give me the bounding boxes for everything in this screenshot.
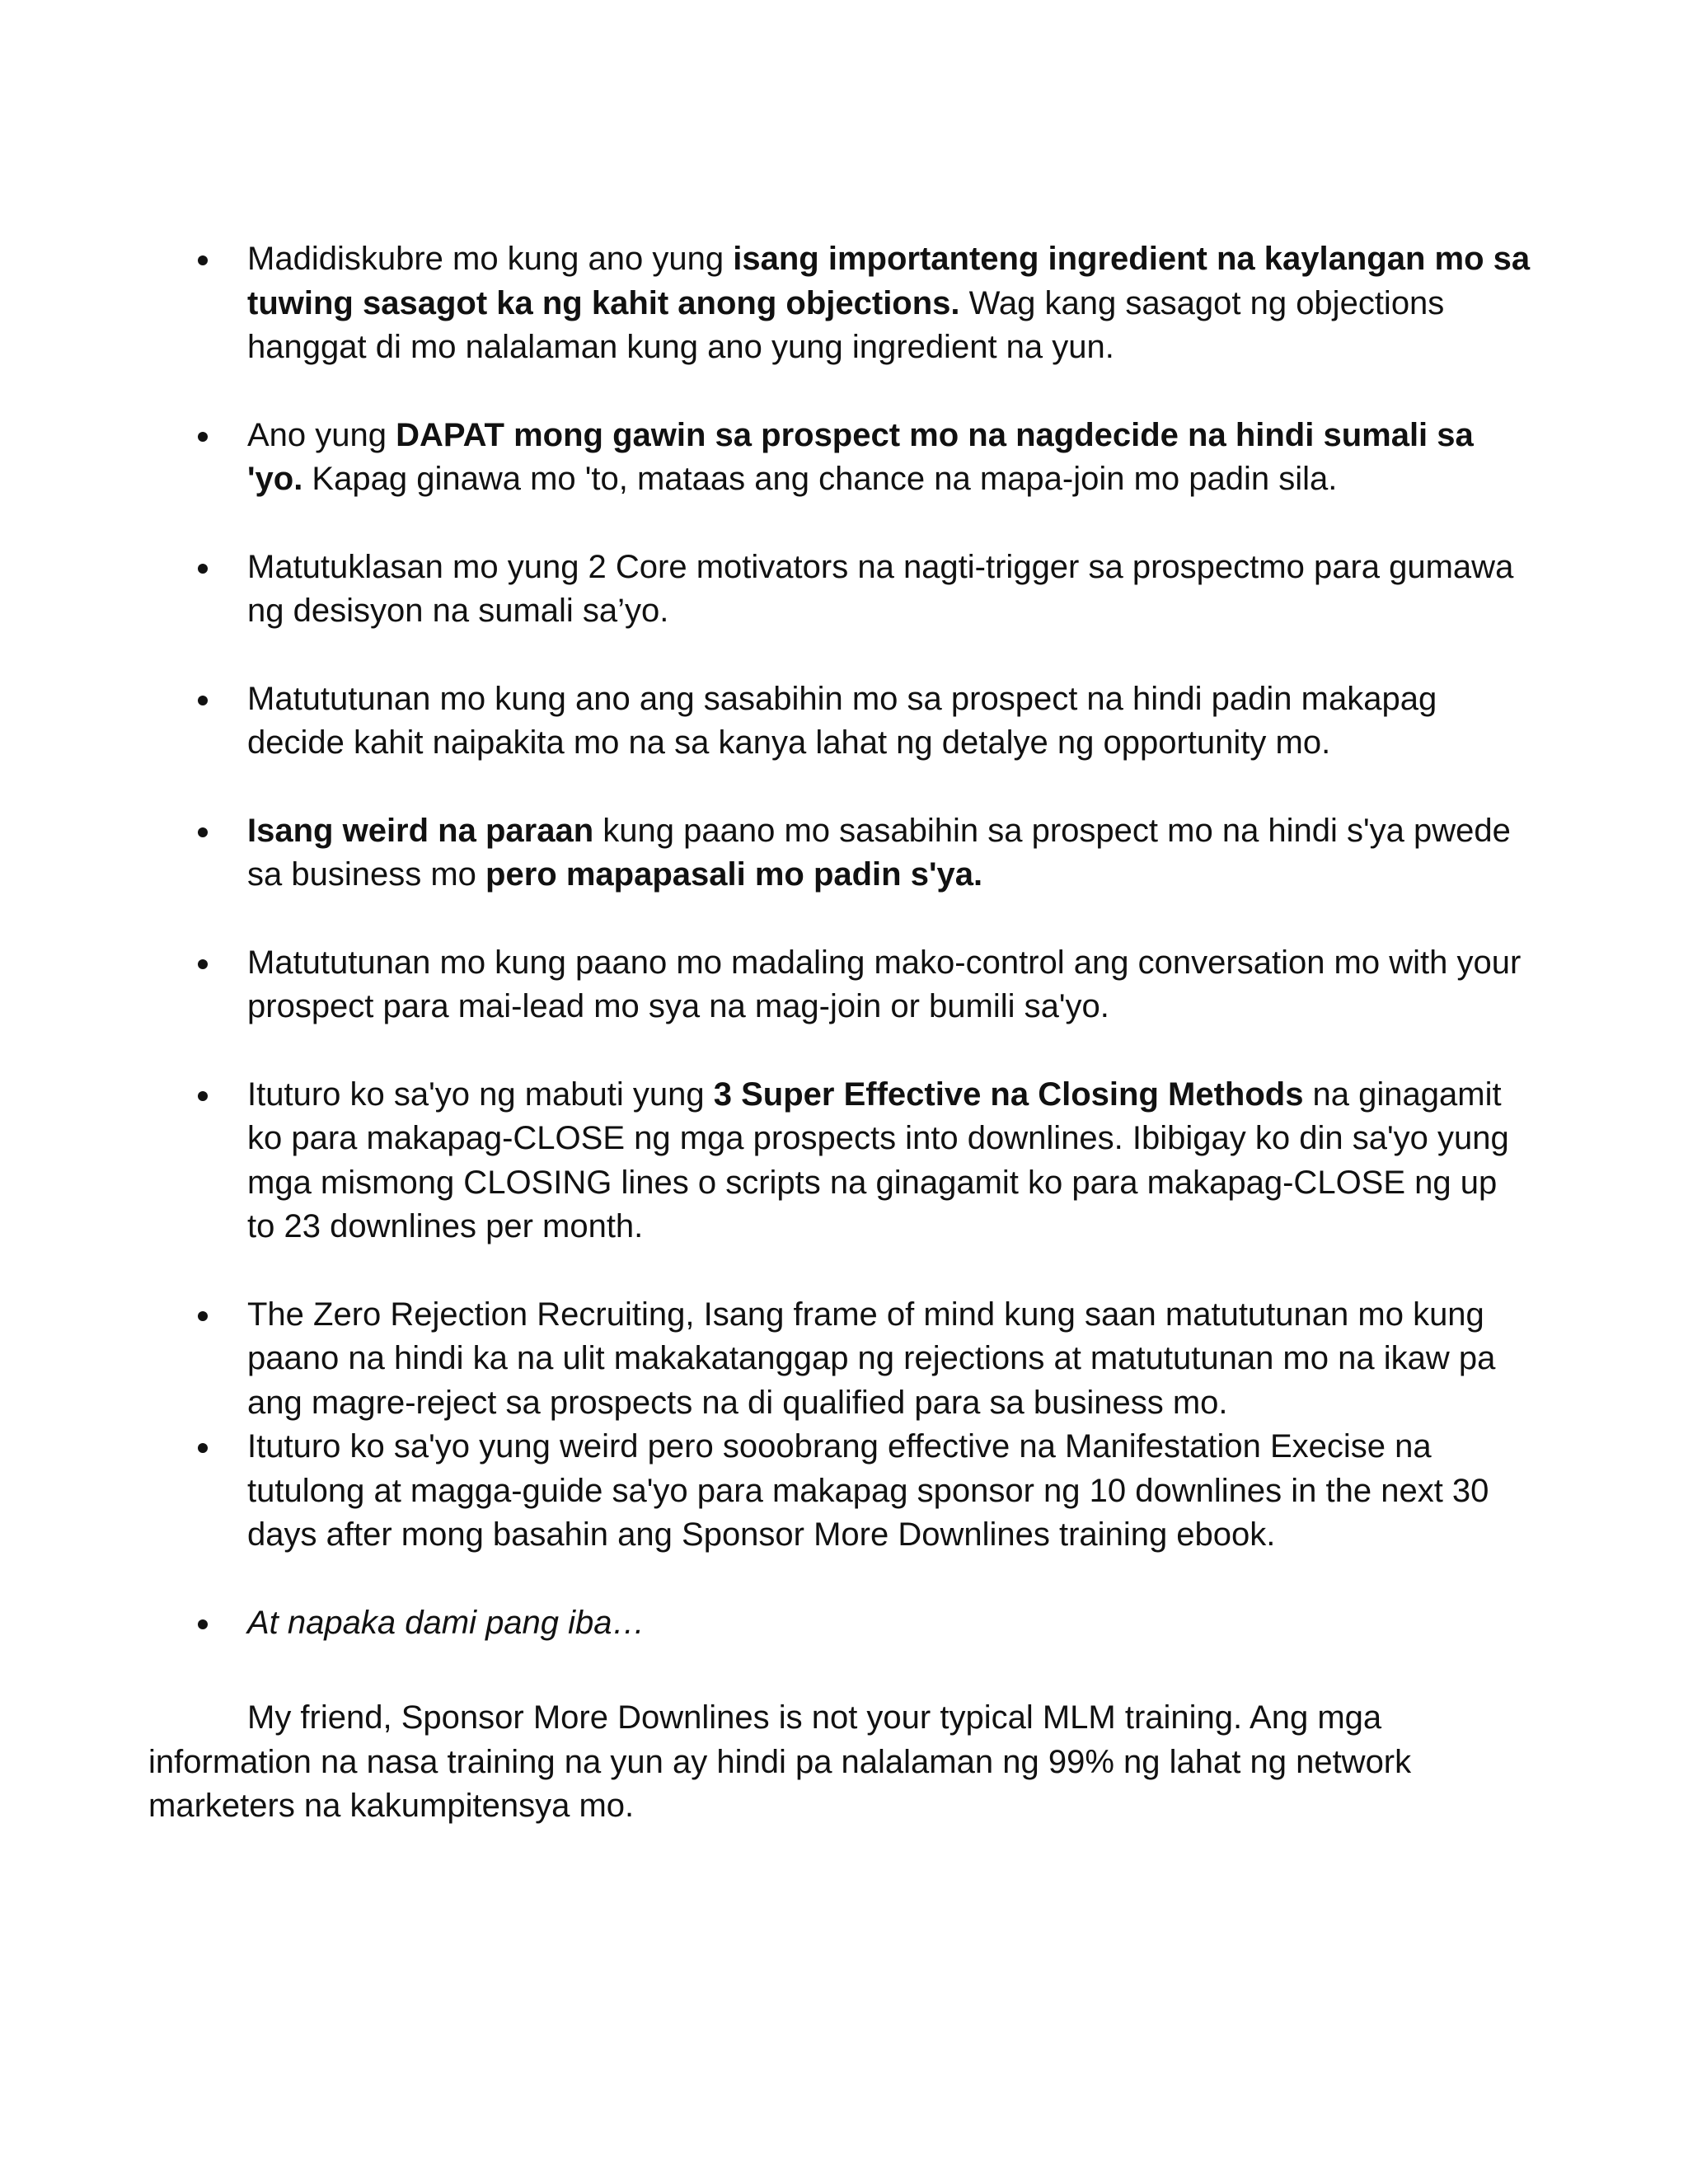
bullet-dot-icon [198,1091,208,1101]
bullet-dot-icon [198,827,208,837]
item-bold-text: Isang weird na paraan [247,812,594,849]
item-bold-text: pero mapapasali mo padin s'ya. [485,856,983,893]
item-text: Wag kang sasagot ng objections hanggat di mo nalalaman kung ano yung ingredient na yun. [247,284,1445,365]
bullet-dot-icon [198,959,208,969]
list-item [198,546,1533,634]
bullet-dot-icon [198,255,208,265]
item-bold-text: isang importanteng ingredient na kaylangan mo sa tuwing sasagot ka ng kahit anong objections. [247,241,1531,321]
item-text: Madidiskubre mo kung ano yung [247,241,734,277]
item-text: Ituturo ko sa'yo yung weird pero sooobrang effective na Manifestation Execise na tutulong at magga-guide sa'yo para makapag sponsor ng 10 downlines in the next 30 days after mong basahin ang Sponsor More Downlines training ebook. [247,1428,1489,1553]
item-text: Ano yung [247,416,396,453]
bullet-dot-icon [198,432,208,442]
list-item [198,1425,1533,1558]
item-text: Matututunan mo kung paano mo madaling mako-control ang conversation mo with your prospect para mai-lead mo sya na mag-join or bumili sa'yo. [247,944,1522,1024]
benefits-list [198,237,1533,1689]
list-item [198,809,1533,898]
bullet-dot-icon [198,1443,208,1453]
item-text: The Zero Rejection Recruiting, Isang frame of mind kung saan matututunan mo kung paano na hindi ka na ulit makakatanggap ng rejections at matututunan mo na ikaw pa ang magre-reject sa prospects na di qualified para sa business mo. [247,1296,1496,1421]
item-bold-text: DAPAT mong gawin sa prospect mo na nagdecide na hindi sumali sa 'yo. [247,416,1474,497]
bullet-dot-icon [198,696,208,705]
item-text: kung paano mo sasabihin sa prospect mo na hindi s'ya pwede sa business mo [247,812,1511,893]
bullet-dot-icon [198,1311,208,1321]
list-item [198,414,1533,502]
list-item [198,237,1533,370]
item-text: Kapag ginawa mo 'to, mataas ang chance na mapa-join mo padin sila. [302,461,1338,497]
list-item [198,1293,1533,1426]
bullet-dot-icon [198,564,208,574]
item-text: Ituturo ko sa'yo ng mabuti yung [247,1076,714,1113]
item-bold-text: 3 Super Effective na Closing Methods [713,1076,1304,1113]
item-italic-text: At napaka dami pang iba… [247,1604,645,1641]
closing-paragraph: My friend, Sponsor More Downlines is not your typical MLM training. Ang mga information na nasa training na yun ay hindi pa nalalaman ng 99% ng lahat ng network marketers na kakumpitensya mo. [148,1699,1412,1824]
bullet-dot-icon [198,1619,208,1629]
list-item [198,941,1533,1029]
item-text: Matututunan mo kung ano ang sasabihin mo sa prospect na hindi padin makapag decide kahit naipakita mo na sa kanya lahat ng detalye ng opportunity mo. [247,680,1437,761]
list-item [198,677,1533,766]
list-item [198,1073,1533,1249]
item-text: Matutuklasan mo yung 2 Core motivators na nagti-trigger sa prospectmo para gumawa ng desisyon na sumali sa’yo. [247,548,1514,629]
list-item [198,1601,1533,1646]
item-text: na ginagamit ko para makapag-CLOSE ng mga prospects into downlines. Ibibigay ko din sa'yo yung mga mismong CLOSING lines o scripts na ginagamit ko para makapag-CLOSE ng up to 23 downlines per month. [247,1076,1509,1244]
